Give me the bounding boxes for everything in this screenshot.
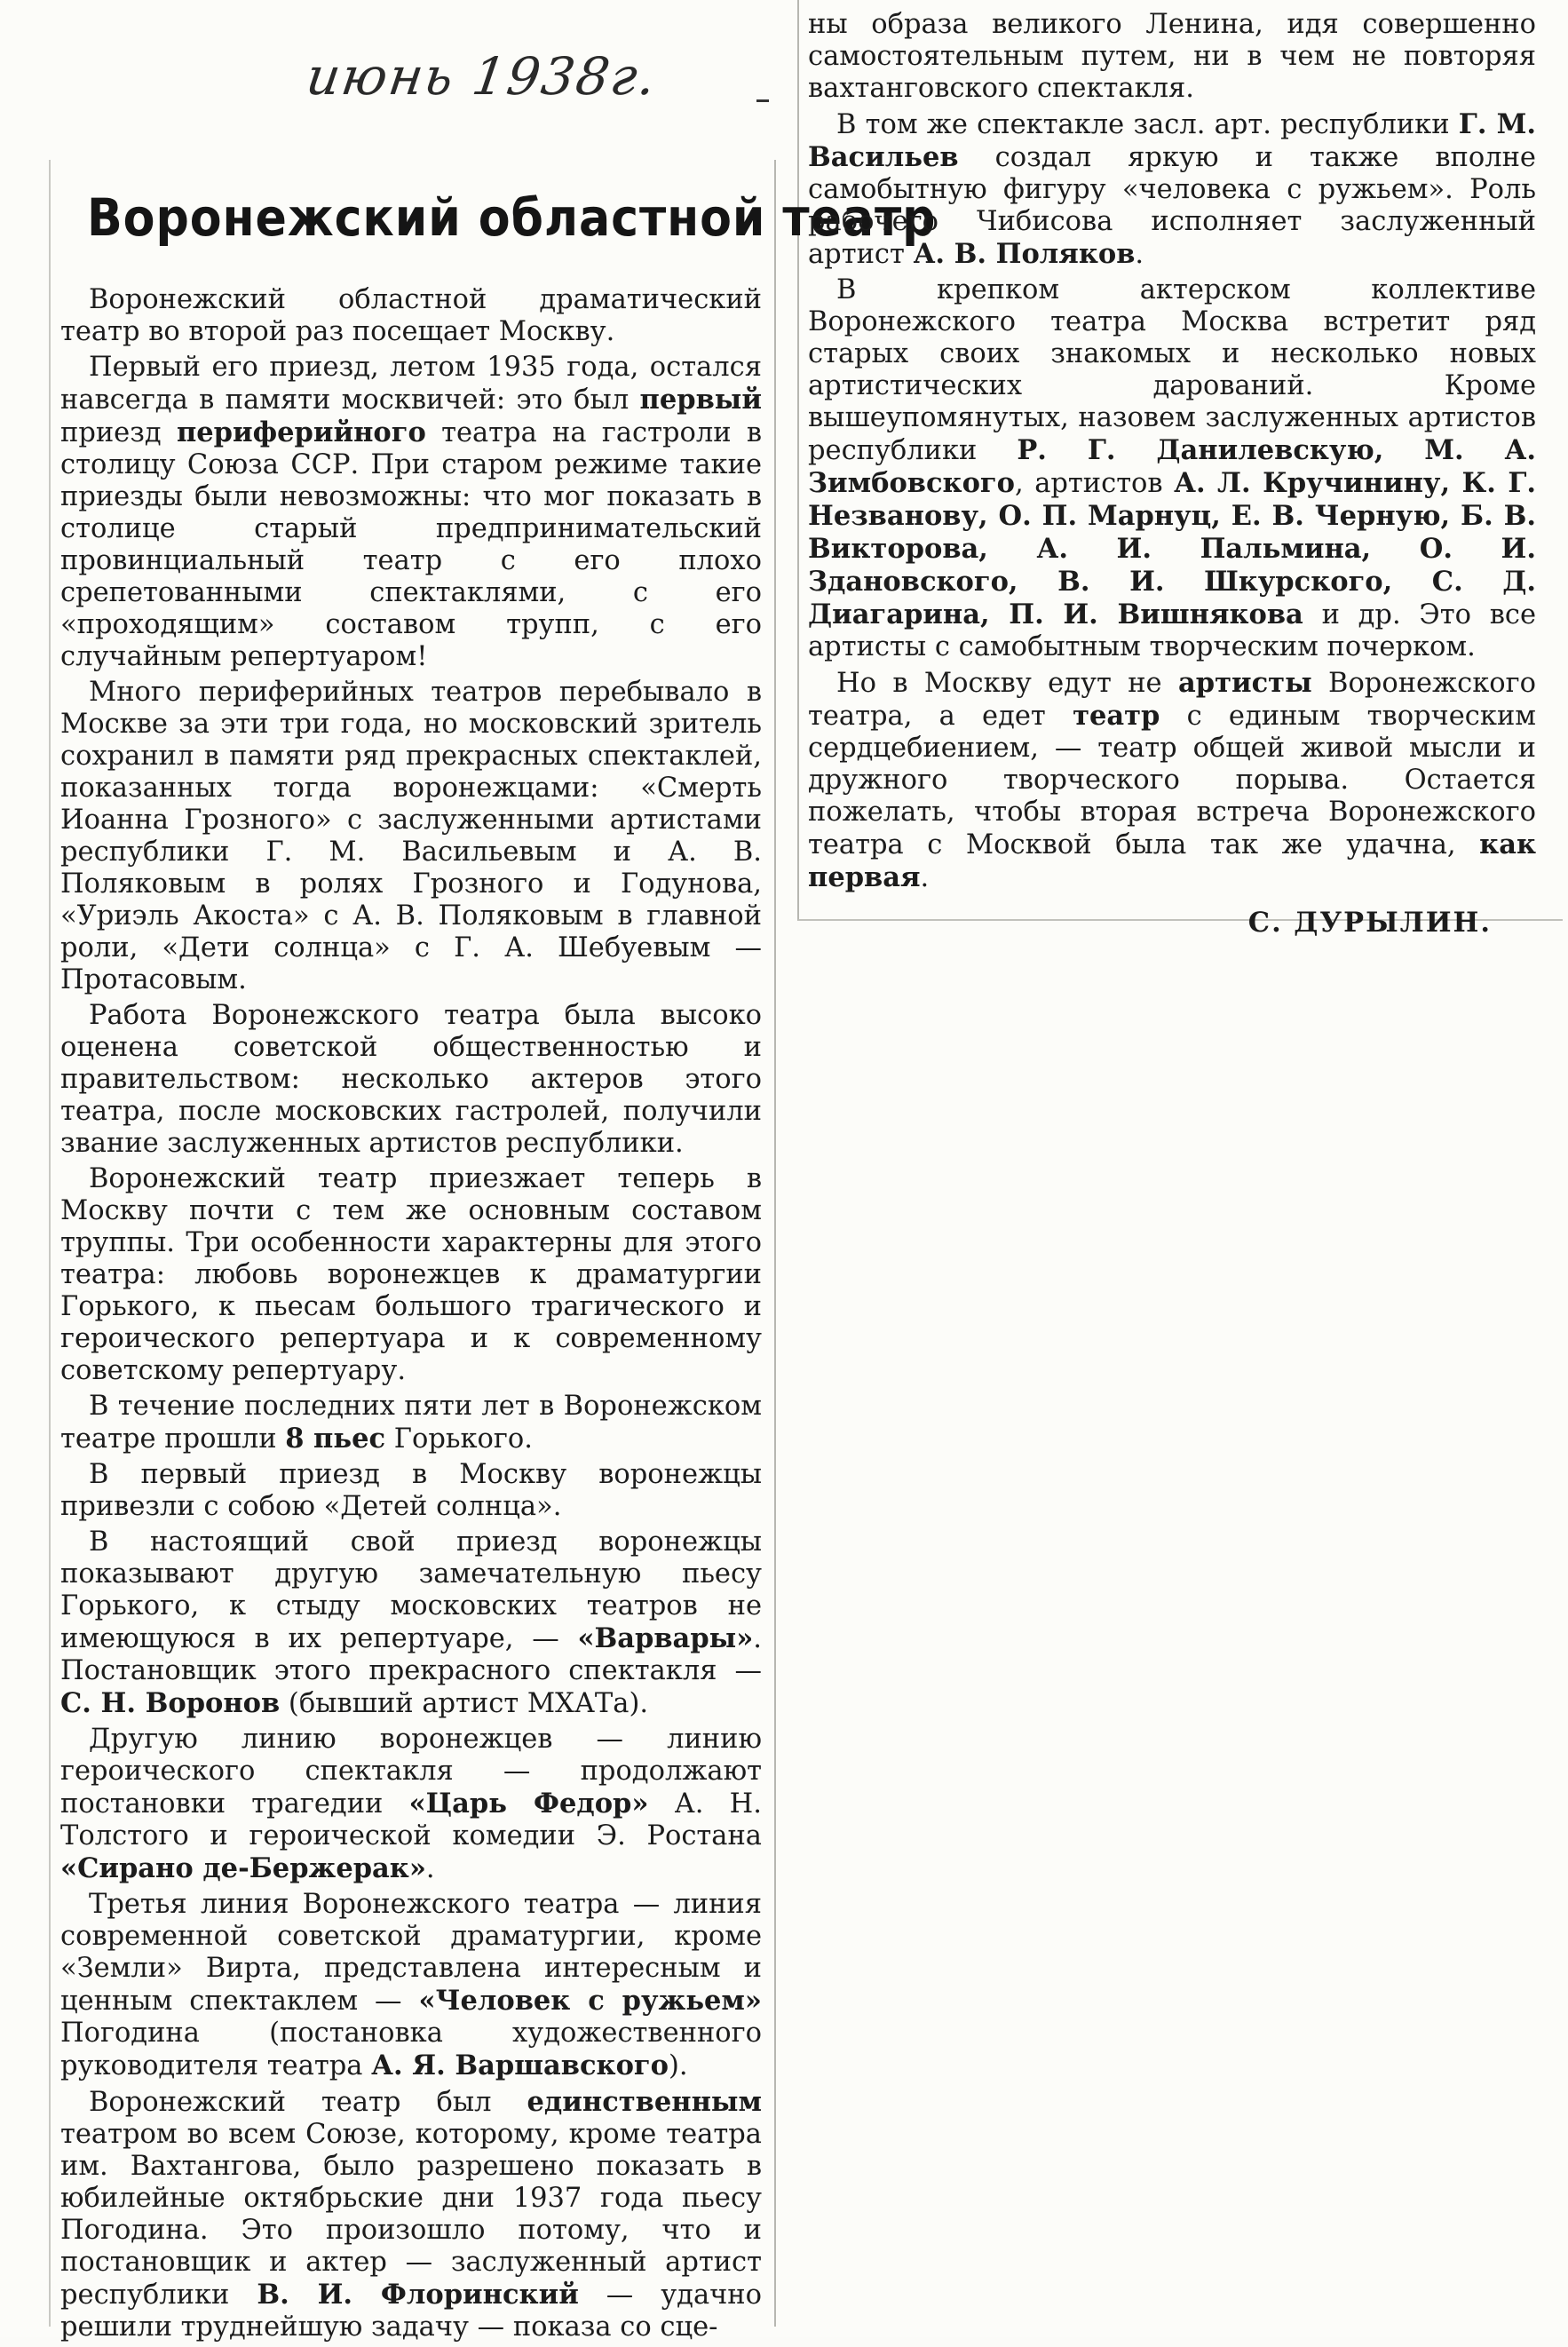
text-run: — удачно решили труднейшую задачу — показа со сце- <box>60 2280 762 2343</box>
text-run: А. Н. Толстого и героической комедии Э. Ростана <box>60 1788 762 1851</box>
text-run: Воронежский театр приезжает теперь в Москву почти с тем же основным составом труппы. Три особенности характерны для этого театра: любовь воронежцев к драматургии Горького, к пьесам большого трагического и героического репертуара и к современному советскому репертуару. <box>60 1163 762 1386</box>
article-paragraph <box>60 1391 762 1455</box>
text-run: приезд <box>60 417 177 448</box>
text-run: создал яркую и также вполне самобытную фигуру «человека с ружьем». Роль рабочего Чибисова исполняет заслуженный артист <box>808 142 1536 270</box>
text-run: В первый приезд в Москву воронежцы привезли с собою «Детей солнца». <box>60 1459 762 1522</box>
bold-text-run: как первая <box>808 829 1536 893</box>
text-run: с единым творческим сердцебиением, — театр общей живой мысли и дружного творческого порыва. Остается пожелать, чтобы вторая встреча Воронежского театра с Москвой была так же удачна, <box>808 701 1537 860</box>
article-paragraph <box>60 1526 762 1720</box>
text-run: ). <box>668 2050 688 2081</box>
bold-text-run: первый <box>639 384 762 416</box>
bold-text-run: артисты <box>1177 667 1312 699</box>
bold-text-run: «Сирано де-Бержерак» <box>60 1852 426 1884</box>
article-paragraph <box>60 284 762 348</box>
bold-text-run: «Варвары» <box>577 1622 754 1654</box>
text-run: Другую линию воронежцев — линию героического спектакля — продолжают постановки трагедии <box>60 1724 762 1820</box>
text-run: Воронежский областной драматический театр во второй раз посещает Москву. <box>60 284 762 347</box>
article-left-column <box>60 284 762 2347</box>
text-run: Но в Москву едут не <box>836 668 1178 699</box>
text-run: театра на гастроли в столицу Союза ССР. При старом режиме такие приезды были невозможны: что мог показать в столице старый предпринимательский провинциальный театр с его плохо срепетованными спектаклями, с его «проходящим» составом трупп, с его случайным репертуаром! <box>60 417 762 672</box>
article-right-column <box>808 9 1536 942</box>
article-paragraph <box>60 352 762 673</box>
article-paragraph <box>60 1459 762 1523</box>
author-signature: С. ДУРЫЛИН. <box>1247 907 1492 939</box>
text-run: и др. Это все артисты с самобытным творческим почерком. <box>808 599 1536 662</box>
article-paragraph <box>60 1724 762 1885</box>
bold-text-run: В. И. Флоринский <box>257 2279 579 2311</box>
text-run: Много периферийных театров перебывало в Москве за эти три года, но московский зритель сохранил в памяти ряд прекрасных спектаклей, показанных тогда воронежцами: «Смерть Иоанна Грозного» с заслуженными артистами республики Г. М. Васильевым и А. В. Поляковым в ролях Грозного и Годунова, «Уриэль Акоста» с А. В. Поляковым в главной роли, «Дети солнца» с Г. А. Шебуевым — Протасовым. <box>60 677 762 995</box>
text-run: Воронежский театр был <box>89 2087 527 2118</box>
handwritten-date: июнь 1938г. <box>303 46 661 107</box>
article-paragraph <box>60 1000 762 1160</box>
bold-text-run: А. Л. Кручинину, К. Г. Незванову, О. П. Марнуц, Е. В. Черную, Б. В. Викторова, А. И. Пальмина, О. И. Здановского, В. И. Шкурского, С. Д. Диагарина, П. И. Вишнякова <box>808 467 1537 630</box>
bold-text-run: А. Я. Варшавского <box>371 2050 669 2081</box>
text-run: , артистов <box>1014 468 1175 499</box>
text-run: В крепком актерском коллективе Воронежского театра Москва встретит ряд старых своих знакомых и несколько новых артистических дарований. Кроме вышеупомянутых, назовем заслуженных артистов республики <box>808 274 1536 466</box>
article-paragraph <box>60 1889 762 2082</box>
text-run: (бывший артист МХАТа). <box>280 1688 649 1719</box>
bold-text-run: единственным <box>527 2086 762 2118</box>
text-run: . <box>1135 239 1144 270</box>
article-paragraph <box>808 667 1536 894</box>
bold-text-run: 8 пьес <box>285 1423 386 1455</box>
article-paragraph <box>60 2086 762 2343</box>
text-run: В течение последних пяти лет в Воронежском театре прошли <box>60 1391 762 1455</box>
text-run: . <box>920 862 930 893</box>
bold-text-run: Г. М. Васильев <box>808 108 1536 173</box>
text-run: ны образа великого Ленина, идя совершенно самостоятельным путем, ни в чем не повторяя вахтанговского спектакля. <box>808 9 1536 104</box>
article-paragraph <box>60 677 762 996</box>
article-paragraph <box>808 108 1536 271</box>
bold-text-run: «Царь Федор» <box>408 1788 649 1820</box>
article-paragraph <box>808 9 1536 105</box>
text-run: Погодина (постановка художественного руководителя театра <box>60 2018 762 2081</box>
bold-text-run: «Человек с ружьем» <box>418 1985 762 2017</box>
text-run: . Постановщик этого прекрасного спектакля — <box>60 1623 762 1686</box>
bold-text-run: периферийного <box>176 416 426 448</box>
margin-mark <box>756 99 769 102</box>
text-run: В настоящий свой приезд воронежцы показывают другую замечательную пьесу Горького, к стыду московских театров не имеющуюся в их репертуаре, — <box>60 1526 762 1654</box>
text-run: театром во всем Союзе, которому, кроме театра им. Вахтангова, было разрешено показать в юбилейные октябрьские дни 1937 года пьесу Погодина. Это произошло потому, что и постановщик и актер — заслуженный артист республики <box>60 2119 762 2311</box>
article-paragraph <box>60 1163 762 1387</box>
text-run: В том же спектакле засл. арт. республики <box>836 109 1459 140</box>
text-run: Первый его приезд, летом 1935 года, остался навсегда в памяти москвичей: это был <box>60 352 762 416</box>
text-run: Воронежского театра, а едет <box>808 668 1536 732</box>
bold-text-run: С. Н. Воронов <box>60 1687 281 1719</box>
text-run: . <box>425 1853 435 1884</box>
text-run: Горького. <box>385 1423 533 1455</box>
article-paragraph <box>808 274 1536 663</box>
article-headline: Воронежский областной театр <box>87 187 937 248</box>
bold-text-run: А. В. Поляков <box>913 238 1136 270</box>
text-run: Третья линия Воронежского театра — линия современной советской драматургии, кроме «Земли» Вирта, представлена интересным и ценным спектаклем — <box>60 1889 762 2017</box>
bold-text-run: Р. Г. Данилевскую, М. А. Зимбовского <box>808 434 1536 499</box>
bold-text-run: театр <box>1073 700 1160 732</box>
text-run: Работа Воронежского театра была высоко оценена советской общественностью и правительством: несколько актеров этого театра, после московских гастролей, получили звание заслуженных артистов республики. <box>60 1000 762 1159</box>
